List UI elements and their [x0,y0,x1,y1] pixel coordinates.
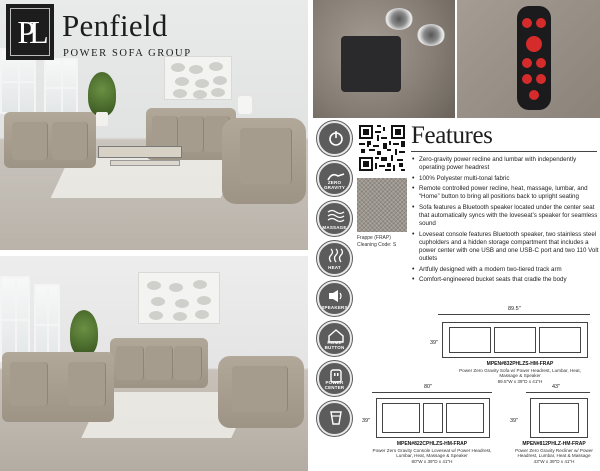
fabric-swatch [357,178,407,232]
plant [70,310,98,356]
window [0,276,30,362]
zero-gravity-icon [317,161,352,196]
sofa-outline [442,322,588,358]
remote-control [517,6,551,110]
console-closeup-photo [313,0,455,118]
recliner-dimensions: 43"W x 39"D x 41"H [533,458,575,464]
feature-item: • Loveseat console features Bluetooth speaker, two stainless steel cupholders and a hidden storage compartment that includes a power center with one USB and one USB-C port and two 110 Volt outlets [411,231,599,264]
coffee-table [98,146,182,158]
feature-icon-column [313,121,356,471]
loveseat-dimension-diagram [362,384,502,470]
feature-item: • Artfully designed with a modern two-tiered track arm [411,266,599,274]
home-button-icon [317,321,352,356]
plant-pot [96,112,108,126]
heat-icon [317,241,352,276]
power-center-icon [317,361,352,396]
brand-name: Penfield [62,8,168,43]
loveseat-sku: MPEN#822CPHLZS-HM-FRAP [396,441,468,447]
massage-icon [317,201,352,236]
loveseat-width-label: 80" [424,384,433,390]
sofa-sku: MPEN#832PHLZS-HM-FRAP [486,361,554,367]
recliner-sku: MPEN#812PHLZ-HM-FRAP [522,441,586,447]
zero-gravity-label: ZERO GRAVITY [323,180,346,190]
loveseat-outline [376,398,490,438]
living-room-photo-bottom [0,256,308,471]
dimension-line [526,392,590,393]
speakers-icon [317,281,352,316]
swatch-name: Frappe (FRAP) [357,235,391,241]
swatch-cleaning-code: Cleaning Code: S [357,241,397,248]
loveseat-description: Power Zero Gravity Console Loveseat w/ Power Headrest, Lumbar, Heat, Massage & Speaker [372,447,492,458]
recliner-dimension-diagram [508,384,600,470]
cupholder [417,24,445,46]
recliner-photo [218,356,304,428]
feature-item: • Zero-gravity power recline and lumbar with independently operating power headrest [411,156,599,172]
coffee-table-shelf [110,160,180,166]
recliner-height-label: 39" [510,418,519,424]
plant [88,72,116,116]
qr-code[interactable] [357,123,407,173]
sofa-dimension-diagram [430,306,598,388]
dimension-line [372,392,492,393]
remote-closeup-photo [457,0,600,118]
recliner-outline [530,398,588,438]
features-title: Features [411,122,493,149]
feature-item: • Sofa features a Bluetooth speaker located under the center seat that automatically syncs with the loveseat’s speaker for seamless sound [411,204,599,229]
wall-art [138,272,220,324]
recliner-width-label: 43" [552,384,561,390]
feature-item: • Remote controlled power recline, heat, massage, lumbar, and “Home” button to bring all positions back to upright seating [411,185,599,201]
dimension-line [438,314,590,315]
home-button-label: HOME BUTTON [324,340,345,350]
brand-logo [6,4,196,64]
brand-subtitle: POWER SOFA GROUP [63,48,192,59]
features-divider [411,151,597,152]
massage-label: MASSAGE [322,225,347,230]
loveseat-dimensions: 80"W x 39"D x 41"H [411,458,453,464]
speakers-label: SPEAKERS [321,305,348,310]
recliner-photo [222,118,306,204]
feature-item: • 100% Polyester multi-tonal fabric [411,175,599,183]
lamp [238,96,252,114]
power-center-label: POWER CENTER [324,380,345,390]
sofa-photo [110,338,208,388]
window [44,58,78,116]
storage-compartment [341,36,401,92]
loveseat-height-label: 39" [362,418,371,424]
sofa-caption [450,362,590,384]
loveseat-caption [368,442,496,464]
sofa-dimensions: 89.5"W x 39"D x 41"H [497,378,543,384]
recliner-caption [508,442,600,464]
loveseat-photo [2,352,114,422]
swatch-label [357,235,409,248]
cupholder [385,8,413,30]
sofa-height-label: 39" [430,340,439,346]
feature-item: • Comfort-engineered bucket seats that cradle the body [411,276,599,284]
logo-mark: PL [6,4,54,60]
loveseat-photo [4,112,96,168]
power-button-icon [317,121,352,156]
sofa-description: Power Zero Gravity Sofa w/ Power Headrest, Lumbar, Heat, Massage & Speaker [459,367,581,378]
cupholder-icon [317,401,352,436]
sofa-width-label: 89.5" [508,306,521,312]
recliner-description: Power Zero Gravity Recliner w/ Power Headrest, Lumbar, Heat & Massage [515,447,593,458]
heat-label: HEAT [328,265,341,270]
features-list [411,156,599,287]
